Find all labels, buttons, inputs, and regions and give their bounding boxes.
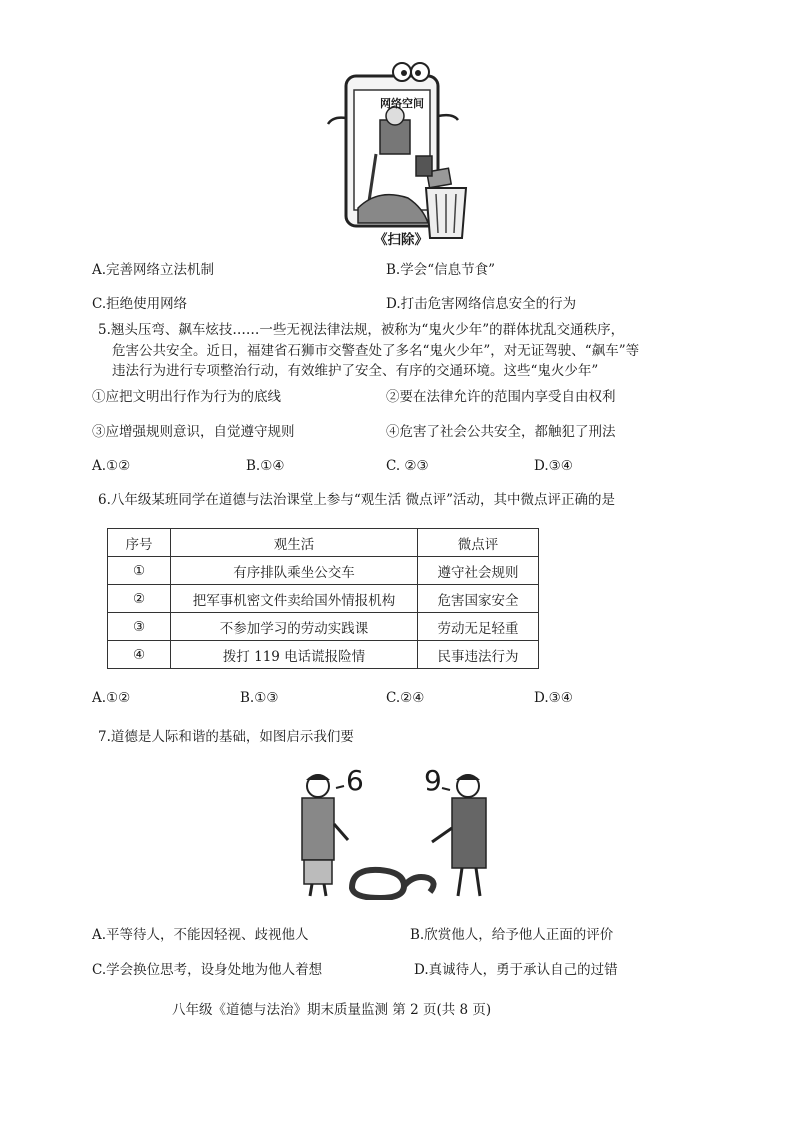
table-cell: ② xyxy=(108,585,171,613)
table-row xyxy=(108,557,539,585)
q7-option-a: A.平等待人，不能因轻视、歧视他人 xyxy=(92,927,309,943)
six-nine-illustration xyxy=(292,764,502,900)
table-cell: 不参加学习的劳动实践课 xyxy=(171,613,418,641)
cartoon-caption: 《扫除》 xyxy=(374,232,428,248)
q7-option-c: C.学会换位思考，设身处地为他人着想 xyxy=(92,962,323,978)
table-row xyxy=(108,641,539,669)
table-cell: 民事违法行为 xyxy=(418,641,539,669)
page-footer: 八年级《道德与法治》期末质量监测 第 2 页(共 8 页) xyxy=(172,1002,492,1018)
q6-option-c: C.②④ xyxy=(386,690,425,706)
table-cell: ④ xyxy=(108,641,171,669)
q5-stem-line-2: 危害公共安全。近日，福建省石狮市交警查处了多名“鬼火少年”，对无证驾驶、“飙车”等 xyxy=(112,343,640,359)
table-cell: ① xyxy=(108,557,171,585)
right-speech-number: 9 xyxy=(424,764,442,797)
table-cell: 遵守社会规则 xyxy=(418,557,539,585)
q5-stem-line-1: 5.翘头压弯、飙车炫技……一些无视法律法规，被称为“鬼火少年”的群体扰乱交通秩序， xyxy=(98,322,625,338)
q6-table xyxy=(107,528,539,669)
q5-stem-line-3: 违法行为进行专项整治行动，有效维护了安全、有序的交通环境。这些“鬼火少年” xyxy=(112,363,599,379)
q5-statement-1: ①应把文明出行作为行为的底线 xyxy=(92,389,281,405)
table-header: 微点评 xyxy=(418,529,539,557)
table-cell: 把军事机密文件卖给国外情报机构 xyxy=(171,585,418,613)
table-row xyxy=(108,585,539,613)
q5-statement-3: ③应增强规则意识，自觉遵守规则 xyxy=(92,424,295,440)
table-cell: 有序排队乘坐公交车 xyxy=(171,557,418,585)
left-speech-number: 6 xyxy=(346,764,364,797)
q6-option-b: B.①③ xyxy=(240,690,279,706)
table-row xyxy=(108,613,539,641)
table-cell: ③ xyxy=(108,613,171,641)
q7-stem: 7.道德是人际和谐的基础，如图启示我们要 xyxy=(98,729,354,745)
table-cell: 危害国家安全 xyxy=(418,585,539,613)
q4-option-b: B.学会“信息节食” xyxy=(386,262,496,278)
q4-option-c: C.拒绝使用网络 xyxy=(92,296,188,312)
cartoon-cleanup xyxy=(318,58,478,248)
table-header: 序号 xyxy=(108,529,171,557)
q5-statement-2: ②要在法律允许的范围内享受自由权利 xyxy=(386,389,616,405)
q4-option-d: D.打击危害网络信息安全的行为 xyxy=(386,296,577,312)
q7-option-b: B.欣赏他人，给予他人正面的评价 xyxy=(410,927,614,943)
q5-option-b: B.①④ xyxy=(246,458,285,474)
q6-option-d: D.③④ xyxy=(534,690,573,706)
table-header-row xyxy=(108,529,539,557)
q4-option-a: A.完善网络立法机制 xyxy=(92,262,215,278)
q5-option-a: A.①② xyxy=(92,458,131,474)
table-cell: 拨打 119 电话谎报险情 xyxy=(171,641,418,669)
phone-label: 网络空间 xyxy=(380,97,424,110)
q7-option-d: D.真诚待人，勇于承认自己的过错 xyxy=(414,962,618,978)
q5-option-d: D.③④ xyxy=(534,458,573,474)
q6-stem: 6.八年级某班同学在道德与法治课堂上参与“观生活 微点评”活动，其中微点评正确的是 xyxy=(98,492,615,508)
q5-option-c: C. ②③ xyxy=(386,458,429,474)
q5-statement-4: ④危害了社会公共安全，都触犯了刑法 xyxy=(386,424,616,440)
q6-option-a: A.①② xyxy=(92,690,131,706)
table-header: 观生活 xyxy=(171,529,418,557)
table-cell: 劳动无足轻重 xyxy=(418,613,539,641)
